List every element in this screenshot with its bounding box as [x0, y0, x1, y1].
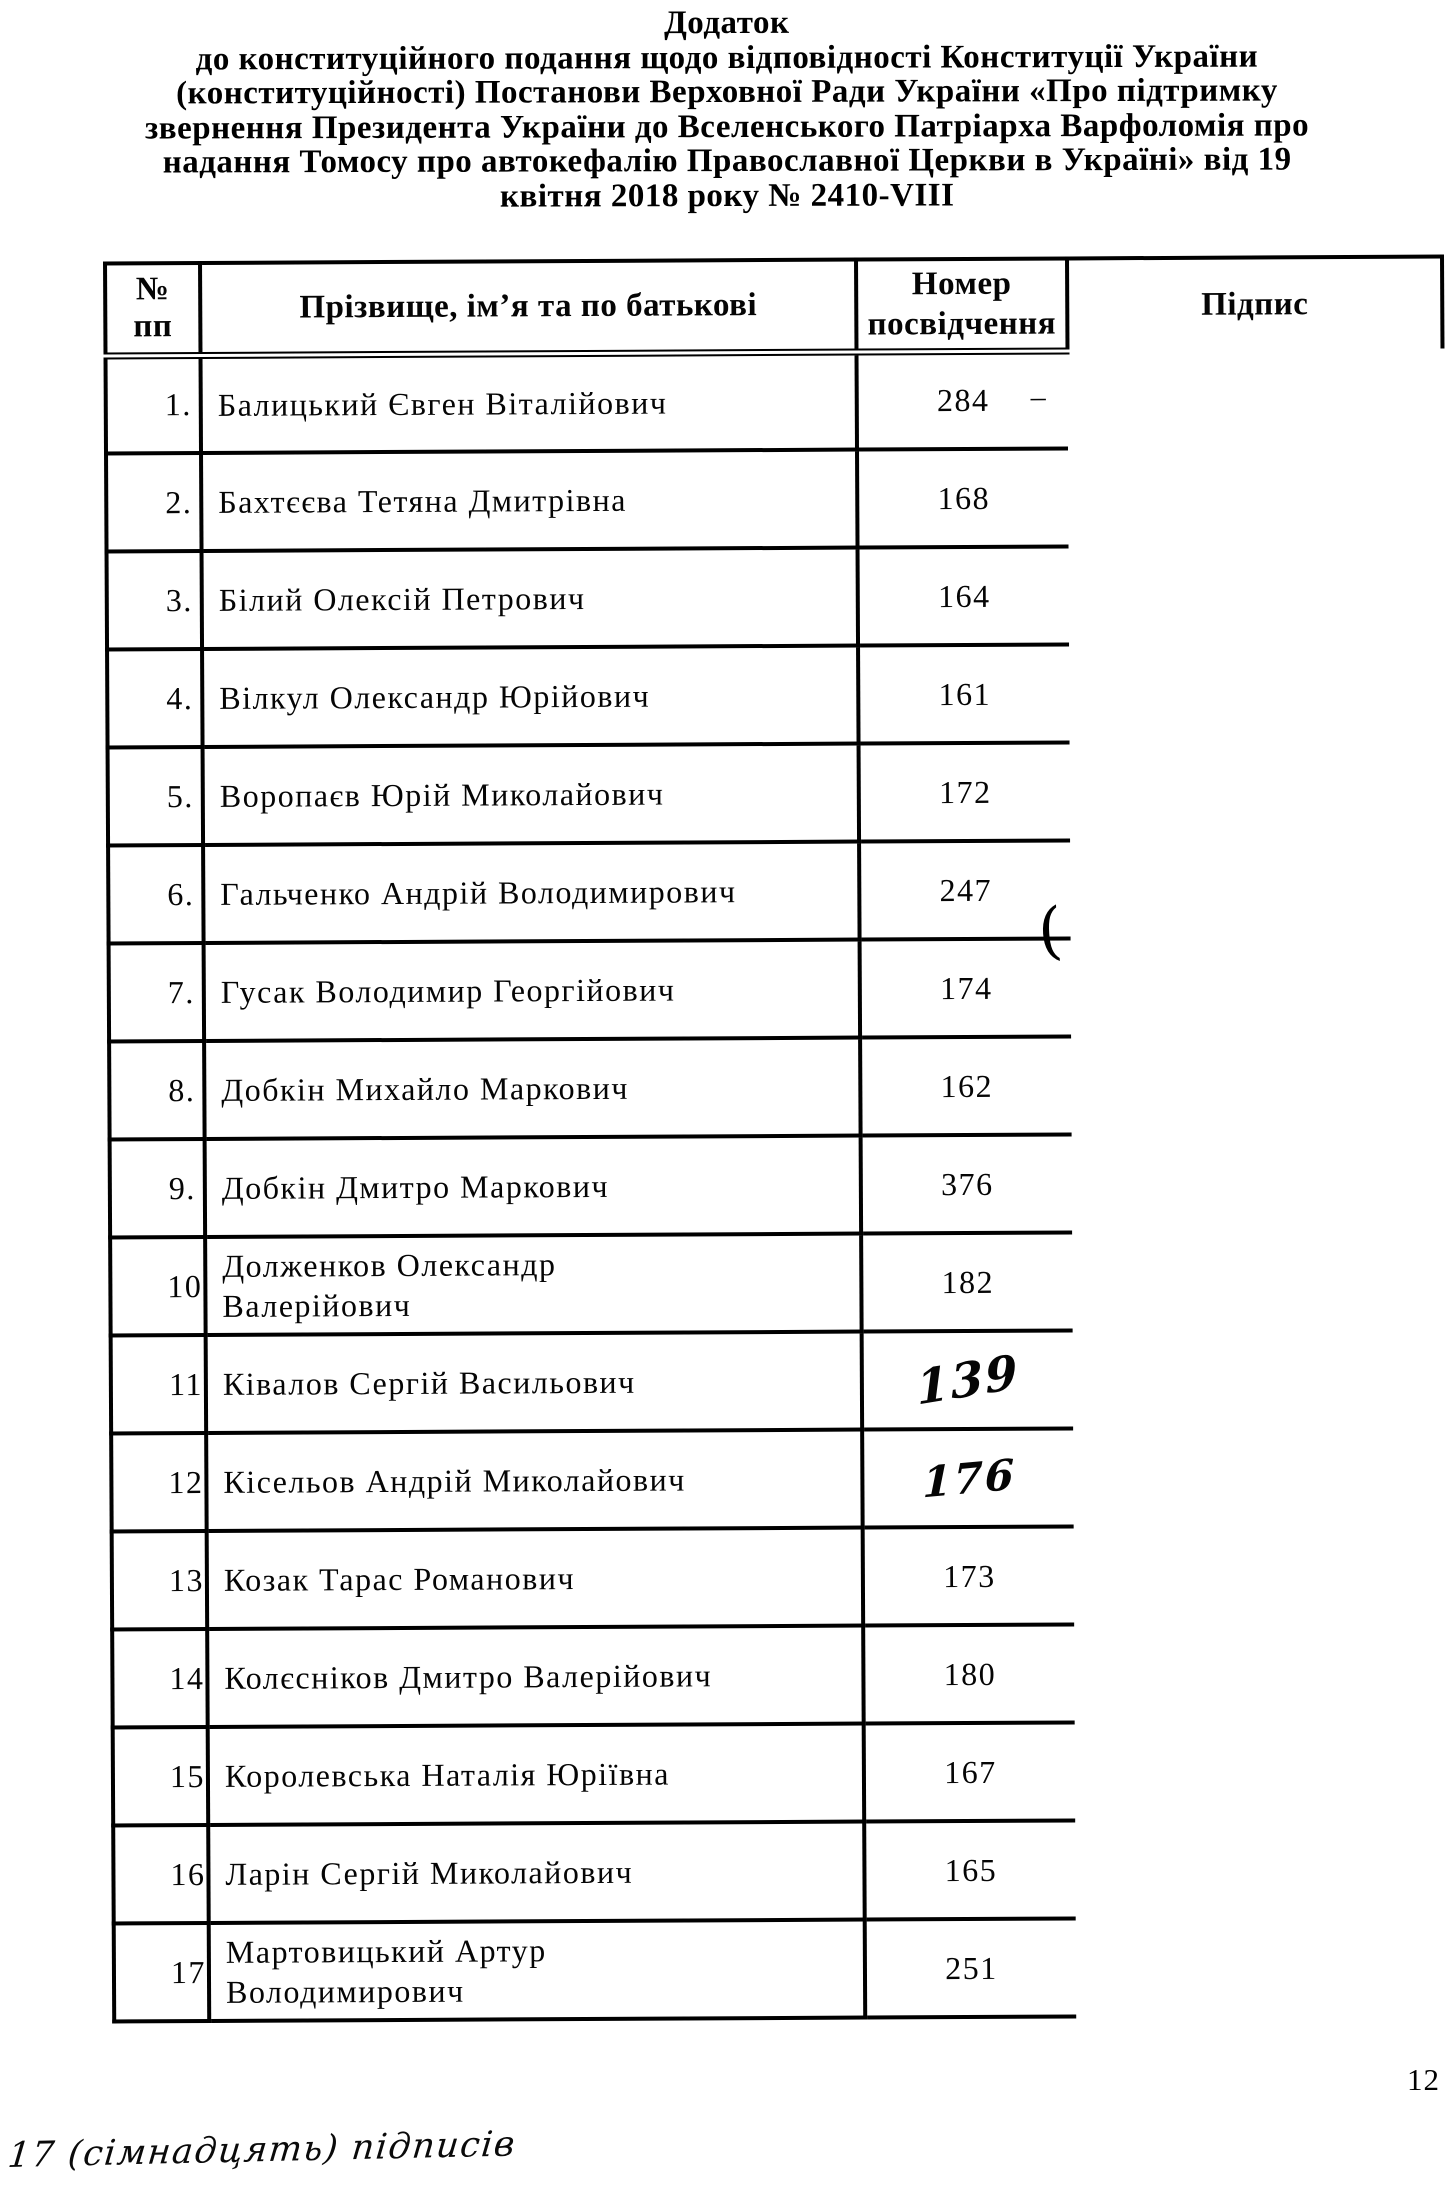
table-header-row — [105, 256, 1442, 355]
table-row — [111, 1426, 1448, 1531]
deputy-name: Білий Олексій Петрович — [202, 548, 859, 649]
deputy-name: Гусак Володимир Георгійович — [204, 940, 861, 1041]
certificate-number: 164 — [858, 546, 1070, 645]
page-number: 12 — [1407, 2062, 1440, 2097]
handwritten-certificate-number: 176 — [921, 1449, 1016, 1507]
signature-cell — [1073, 1328, 1449, 1428]
footer-handwritten-note: 17 (сімнадцять) підписів — [6, 2124, 518, 2176]
signature-cell — [1074, 1524, 1450, 1624]
deputy-name: Королевська Наталія Юріївна — [208, 1724, 865, 1825]
title-line: звернення Президента України до Вселенського Патріарха Варфоломія про — [144, 106, 1310, 147]
signature-cell — [1075, 1720, 1451, 1820]
row-number: 13 — [112, 1531, 208, 1629]
signature-cell — [1070, 740, 1446, 840]
signature-cell — [1072, 1132, 1448, 1232]
table-row — [110, 1230, 1447, 1335]
row-number: 1. — [106, 355, 202, 453]
column-header-certificate-line2: посвідчення — [867, 305, 1057, 343]
table-row — [113, 1720, 1450, 1825]
signature-cell — [1074, 1622, 1450, 1722]
certificate-number: 165 — [864, 1820, 1076, 1919]
signature-cell — [1071, 936, 1447, 1036]
certificate-number: 167 — [864, 1722, 1076, 1821]
certificate-number: 247 — [859, 840, 1071, 939]
deputy-name: Добкін Михайло Маркович — [204, 1038, 861, 1139]
document-title — [57, 4, 1398, 215]
deputy-name-line1: Мартовицький Артур — [225, 1932, 547, 1970]
signature-cell — [1068, 446, 1444, 546]
table-row — [108, 740, 1445, 845]
table-row — [112, 1622, 1449, 1727]
certificate-number: 168 — [857, 448, 1069, 547]
row-number: 12 — [111, 1433, 207, 1531]
certificate-number: 251 — [865, 1918, 1077, 2017]
column-header-certificate — [856, 258, 1067, 351]
title-line: до конституційного подання щодо відповідності Конституції України — [195, 38, 1259, 77]
row-number: 9. — [110, 1139, 206, 1237]
certificate-number: 376 — [861, 1134, 1073, 1233]
row-number: 11 — [111, 1335, 207, 1433]
table-row — [110, 1132, 1447, 1237]
row-number: 7. — [109, 943, 205, 1041]
certificate-number — [862, 1428, 1074, 1527]
table-row — [109, 1034, 1446, 1139]
certificate-number: 172 — [859, 742, 1071, 841]
row-number: 15 — [113, 1727, 209, 1825]
signature-cell — [1067, 348, 1443, 448]
table-row — [107, 642, 1444, 747]
row-number: 3. — [107, 551, 203, 649]
deputy-name: Кісельов Андрій Миколайович — [206, 1430, 863, 1531]
signature-cell — [1070, 838, 1446, 938]
signature-cell — [1073, 1426, 1449, 1526]
signature-cell — [1069, 642, 1445, 742]
title-line: надання Томосу про автокефалію Православної Церкви в Україні» від 19 — [162, 141, 1292, 181]
row-number: 10 — [110, 1237, 206, 1335]
pen-dash-mark: – — [1030, 380, 1046, 414]
column-header-number-line1: № — [135, 271, 170, 308]
column-header-name: Прізвище, ім’я та по батькові — [200, 260, 856, 355]
table-row — [113, 1818, 1450, 1923]
row-number: 4. — [107, 649, 203, 747]
table-row — [111, 1328, 1448, 1433]
column-header-number — [105, 263, 200, 355]
row-number: 14 — [112, 1629, 208, 1727]
certificate-number: 180 — [863, 1624, 1075, 1723]
row-number: 8. — [109, 1041, 205, 1139]
signature-cell — [1072, 1230, 1448, 1330]
deputy-name: Балицький Євген Віталійович — [201, 352, 858, 453]
certificate-number: 174 — [860, 938, 1072, 1037]
deputy-name: Гальченко Андрій Володимирович — [203, 842, 860, 943]
deputy-name: Ківалов Сергій Васильович — [206, 1332, 863, 1433]
signature-cell — [1071, 1034, 1447, 1134]
column-header-signature: Підпис — [1067, 256, 1442, 350]
table-row — [109, 936, 1446, 1041]
row-number: 17 — [114, 1923, 210, 2021]
certificate-number: 162 — [860, 1036, 1072, 1135]
title-line: квітня 2018 року № 2410-VIII — [499, 176, 955, 215]
table-row — [114, 1916, 1451, 2021]
signature-cell — [1075, 1818, 1451, 1918]
deputy-name-line2: Валерійович — [222, 1286, 412, 1324]
handwritten-certificate-number: 139 — [915, 1343, 1022, 1417]
deputy-name — [205, 1234, 862, 1335]
certificate-number: 173 — [863, 1526, 1075, 1625]
title-line: Додаток — [664, 4, 790, 42]
certificate-number — [862, 1330, 1074, 1429]
column-header-certificate-line1: Номер — [911, 266, 1012, 303]
table-row — [107, 544, 1444, 649]
deputy-name: Вілкул Олександр Юрійович — [202, 646, 859, 747]
deputy-name: Ларін Сергій Миколайович — [208, 1822, 865, 1923]
deputy-name: Козак Тарас Романович — [207, 1528, 864, 1629]
signature-cell — [1069, 544, 1445, 644]
row-number: 2. — [106, 453, 202, 551]
deputy-name: Колєсніков Дмитро Валерійович — [207, 1626, 864, 1727]
deputy-name-line1: Долженков Олександр — [222, 1246, 557, 1284]
table-row — [108, 838, 1445, 943]
certificate-number: 161 — [858, 644, 1070, 743]
row-number: 6. — [108, 845, 204, 943]
deputy-name-line2: Володимирович — [225, 1972, 465, 2010]
pen-paren-mark: ( — [1035, 893, 1065, 968]
row-number: 5. — [108, 747, 204, 845]
deputy-name: Добкін Дмитро Маркович — [205, 1136, 862, 1237]
certificate-number — [856, 350, 1068, 449]
deputy-name — [209, 1920, 866, 2021]
row-number: 16 — [113, 1825, 209, 1923]
deputy-name: Воропаєв Юрій Миколайович — [203, 744, 860, 845]
title-line: (конституційності) Постанови Верховної Ради України «Про підтримку — [176, 72, 1278, 112]
table-row — [106, 446, 1443, 551]
column-header-number-line2: пп — [133, 308, 173, 345]
table-row — [106, 348, 1443, 453]
signatures-table — [103, 254, 1453, 2023]
signature-cell — [1076, 1916, 1452, 2016]
certificate-value: 284 — [936, 382, 990, 419]
table-row — [112, 1524, 1449, 1629]
deputy-name: Бахтєєва Тетяна Дмитрівна — [201, 450, 858, 551]
certificate-number: 182 — [861, 1232, 1073, 1331]
